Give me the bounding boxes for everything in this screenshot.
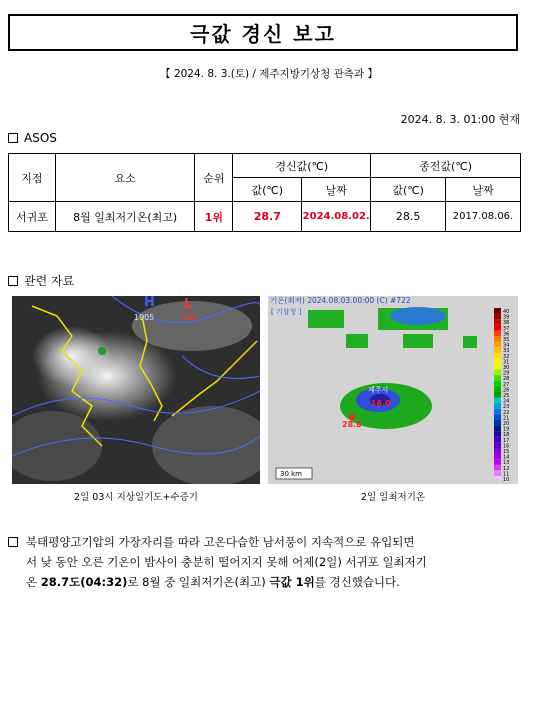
legend-label: 24 — [503, 398, 510, 405]
checkbox-square-icon — [8, 537, 18, 547]
low-pressure-label: L — [184, 297, 193, 312]
legend-swatch — [494, 454, 501, 460]
legend-swatch — [494, 437, 501, 443]
section-asos — [8, 131, 57, 145]
legend-swatch — [494, 308, 501, 314]
legend-label: 26 — [503, 387, 510, 394]
cell-new-value: 28.7 — [233, 202, 302, 232]
legend-swatch — [494, 409, 501, 415]
legend-swatch — [494, 330, 501, 336]
report-title-text: 극값 경신 보고 — [190, 22, 336, 46]
legend-swatch — [494, 470, 501, 476]
legend-swatch — [494, 375, 501, 381]
legend-swatch — [494, 319, 501, 325]
header-renewed-value: 경신값(℃) — [233, 154, 371, 178]
legend-label: 10 — [503, 477, 510, 483]
weather-chart-drawing — [12, 296, 260, 484]
legend-swatch — [494, 314, 501, 320]
map-spot-value-1: 16.0 — [371, 399, 391, 408]
min-temp-map-drawing — [268, 296, 518, 484]
header-rank: 순위 — [195, 154, 233, 202]
report-subtitle: 【 2024. 8. 3.(토) / 제주지방기상청 관측과 】 — [160, 68, 378, 80]
legend-swatch — [494, 414, 501, 420]
legend-label: 34 — [503, 342, 510, 349]
legend-swatch — [494, 398, 501, 404]
legend-label: 27 — [503, 381, 510, 388]
legend-label: 12 — [503, 465, 510, 472]
legend-label: 28 — [503, 376, 510, 383]
low-pressure-value: 999 — [182, 313, 198, 322]
cell-new-date: 2024.08.02. — [302, 202, 371, 232]
legend-label: 35 — [503, 337, 510, 343]
legend-label: 18 — [503, 432, 510, 439]
report-title — [8, 14, 518, 51]
legend-label: 40 — [503, 309, 510, 315]
summary-line-3-c: 로 8월 중 일최저기온(최고) — [127, 575, 270, 589]
legend-swatch — [494, 426, 501, 432]
legend-swatch — [494, 403, 501, 409]
legend-swatch — [494, 342, 501, 348]
summary-line-1: 북태평양고기압의 가장자리를 따라 고온다습한 남서풍이 지속적으로 유입되면 — [26, 535, 415, 549]
legend-label: 39 — [503, 314, 510, 321]
cell-old-date: 2017.08.06. — [446, 202, 521, 232]
summary-line-2: 서 낮 동안 오른 기온이 밤사이 충분히 떨어지지 못해 어제(2일) 서귀포 일최저기 — [26, 555, 427, 569]
legend-swatch — [494, 459, 501, 465]
report-time: 2024. 8. 3. 01:00 현재 — [400, 113, 520, 126]
legend-label: 14 — [503, 454, 510, 461]
legend-swatch — [494, 358, 501, 364]
high-pressure-value: 1005 — [134, 313, 155, 322]
legend-swatch — [494, 420, 501, 426]
legend-swatch — [494, 353, 501, 359]
legend-label: 11 — [503, 471, 510, 478]
summary-line-3 — [8, 572, 520, 592]
section-related-label: 관련 자료 — [24, 274, 75, 288]
legend-label: 36 — [503, 331, 510, 338]
legend-label: 19 — [503, 426, 510, 433]
cell-old-value: 28.5 — [371, 202, 446, 232]
legend-label: 13 — [503, 460, 510, 467]
legend-label: 22 — [503, 409, 510, 416]
summary-record-value: 28.7도(04:32) — [40, 575, 128, 589]
summary-line-3-a: 온 — [26, 575, 41, 589]
legend-label: 16 — [503, 443, 510, 450]
legend-label: 32 — [503, 353, 510, 360]
legend-label: 17 — [503, 437, 510, 444]
legend-swatch — [494, 325, 501, 331]
header-previous-value: 종전값(℃) — [371, 154, 521, 178]
section-related — [8, 272, 74, 289]
min-temp-map-image — [268, 296, 518, 484]
legend-label: 23 — [503, 404, 510, 411]
subheader-new-value: 값(℃) — [233, 178, 302, 202]
legend-swatch — [494, 465, 501, 471]
summary-paragraph — [8, 532, 520, 592]
legend-label: 37 — [503, 325, 510, 332]
legend-label: 20 — [503, 421, 510, 427]
map-header: 기온(최저) 2024.08.03.00:00 (C) #722 — [270, 296, 411, 305]
legend-label: 29 — [503, 370, 510, 377]
weather-chart-image — [12, 296, 260, 484]
header-station: 지점 — [9, 154, 56, 202]
legend-label: 21 — [503, 415, 510, 422]
legend-label: 25 — [503, 393, 510, 399]
legend-label: 15 — [503, 449, 510, 455]
records-table — [8, 153, 521, 232]
legend-label: 38 — [503, 320, 510, 327]
checkbox-square-icon — [8, 276, 18, 286]
cell-rank: 1위 — [195, 202, 233, 232]
legend-swatch — [494, 392, 501, 398]
legend-label: 31 — [503, 359, 510, 366]
high-pressure-label: H — [144, 296, 155, 310]
legend-label: 33 — [503, 348, 510, 355]
legend-swatch — [494, 364, 501, 370]
weather-chart-caption: 2일 03시 지상일기도+수증기 — [74, 492, 198, 503]
subheader-new-date: 날짜 — [302, 178, 371, 202]
legend-swatch — [494, 431, 501, 437]
cell-station: 서귀포 — [9, 202, 56, 232]
map-scale-label: 30 km — [280, 470, 303, 478]
legend-swatch — [494, 476, 501, 482]
legend-swatch — [494, 370, 501, 376]
legend-swatch — [494, 381, 501, 387]
subheader-old-value: 값(℃) — [371, 178, 446, 202]
legend-swatch — [494, 347, 501, 353]
checkbox-square-icon — [8, 133, 18, 143]
map-source-tag: [ 기상청 ] — [271, 308, 302, 316]
min-temp-map-caption: 2일 일최저기온 — [360, 492, 426, 503]
cell-element: 8월 일최저기온(최고) — [55, 202, 195, 232]
header-element: 요소 — [55, 154, 195, 202]
section-asos-label: ASOS — [24, 131, 57, 145]
map-spot-value-2: 28.8 — [342, 420, 362, 429]
summary-record-rank: 극값 1위 — [269, 575, 315, 589]
legend-swatch — [494, 442, 501, 448]
map-station-label: 제주시 — [368, 386, 389, 394]
legend-swatch — [494, 386, 501, 392]
legend-label: 30 — [503, 365, 510, 371]
legend-swatch — [494, 448, 501, 454]
subheader-old-date: 날짜 — [446, 178, 521, 202]
summary-line-3-e: 를 경신했습니다. — [314, 575, 400, 589]
legend-swatch — [494, 336, 501, 342]
